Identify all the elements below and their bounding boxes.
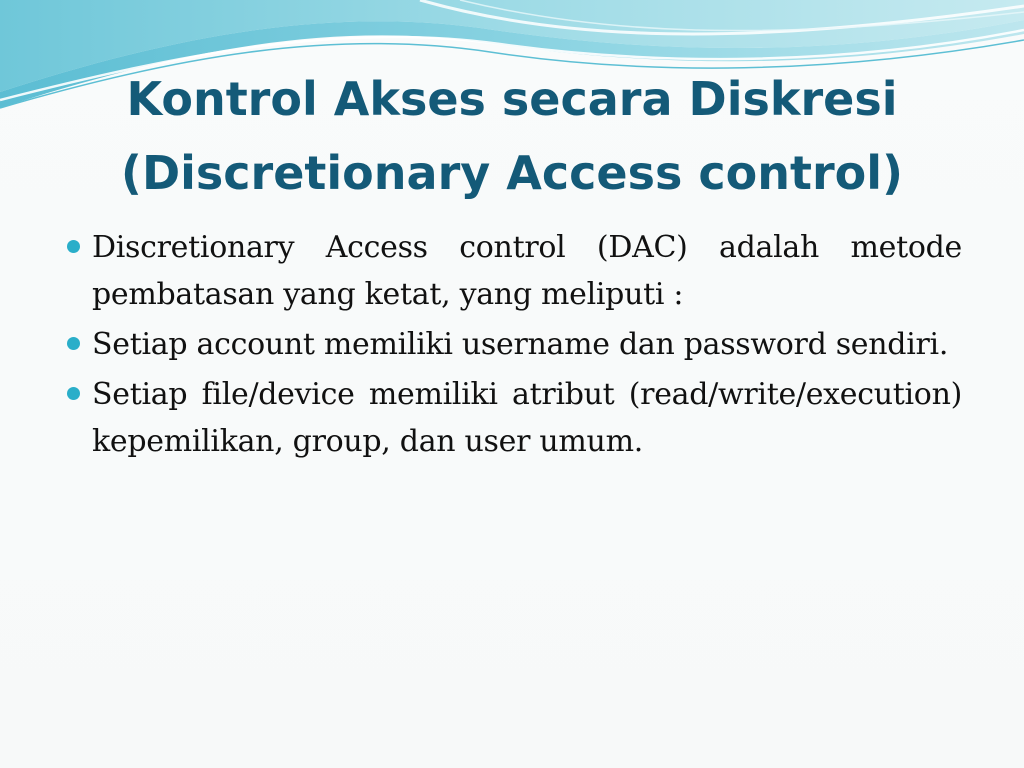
bullet-dot-icon — [67, 387, 80, 400]
page-title — [0, 62, 1024, 210]
list-item — [92, 371, 962, 465]
list-item — [92, 224, 962, 318]
list-item — [92, 321, 962, 368]
list-item-text: Discretionary Access control (DAC) adalah metode pembatasan yang ketat, yang meliputi : — [92, 230, 962, 312]
bullet-dot-icon — [67, 337, 80, 350]
bullet-dot-icon — [67, 240, 80, 253]
bullet-list — [92, 224, 962, 468]
title-line-2: (Discretionary Access control) — [120, 146, 904, 200]
title-line-1: Kontrol Akses secara Diskresi — [126, 72, 898, 126]
list-item-text: Setiap account memiliki username dan password sendiri. — [92, 327, 949, 362]
list-item-text: Setiap file/device memiliki atribut (read/write/execution) kepemilikan, group, dan user umum. — [92, 377, 962, 459]
